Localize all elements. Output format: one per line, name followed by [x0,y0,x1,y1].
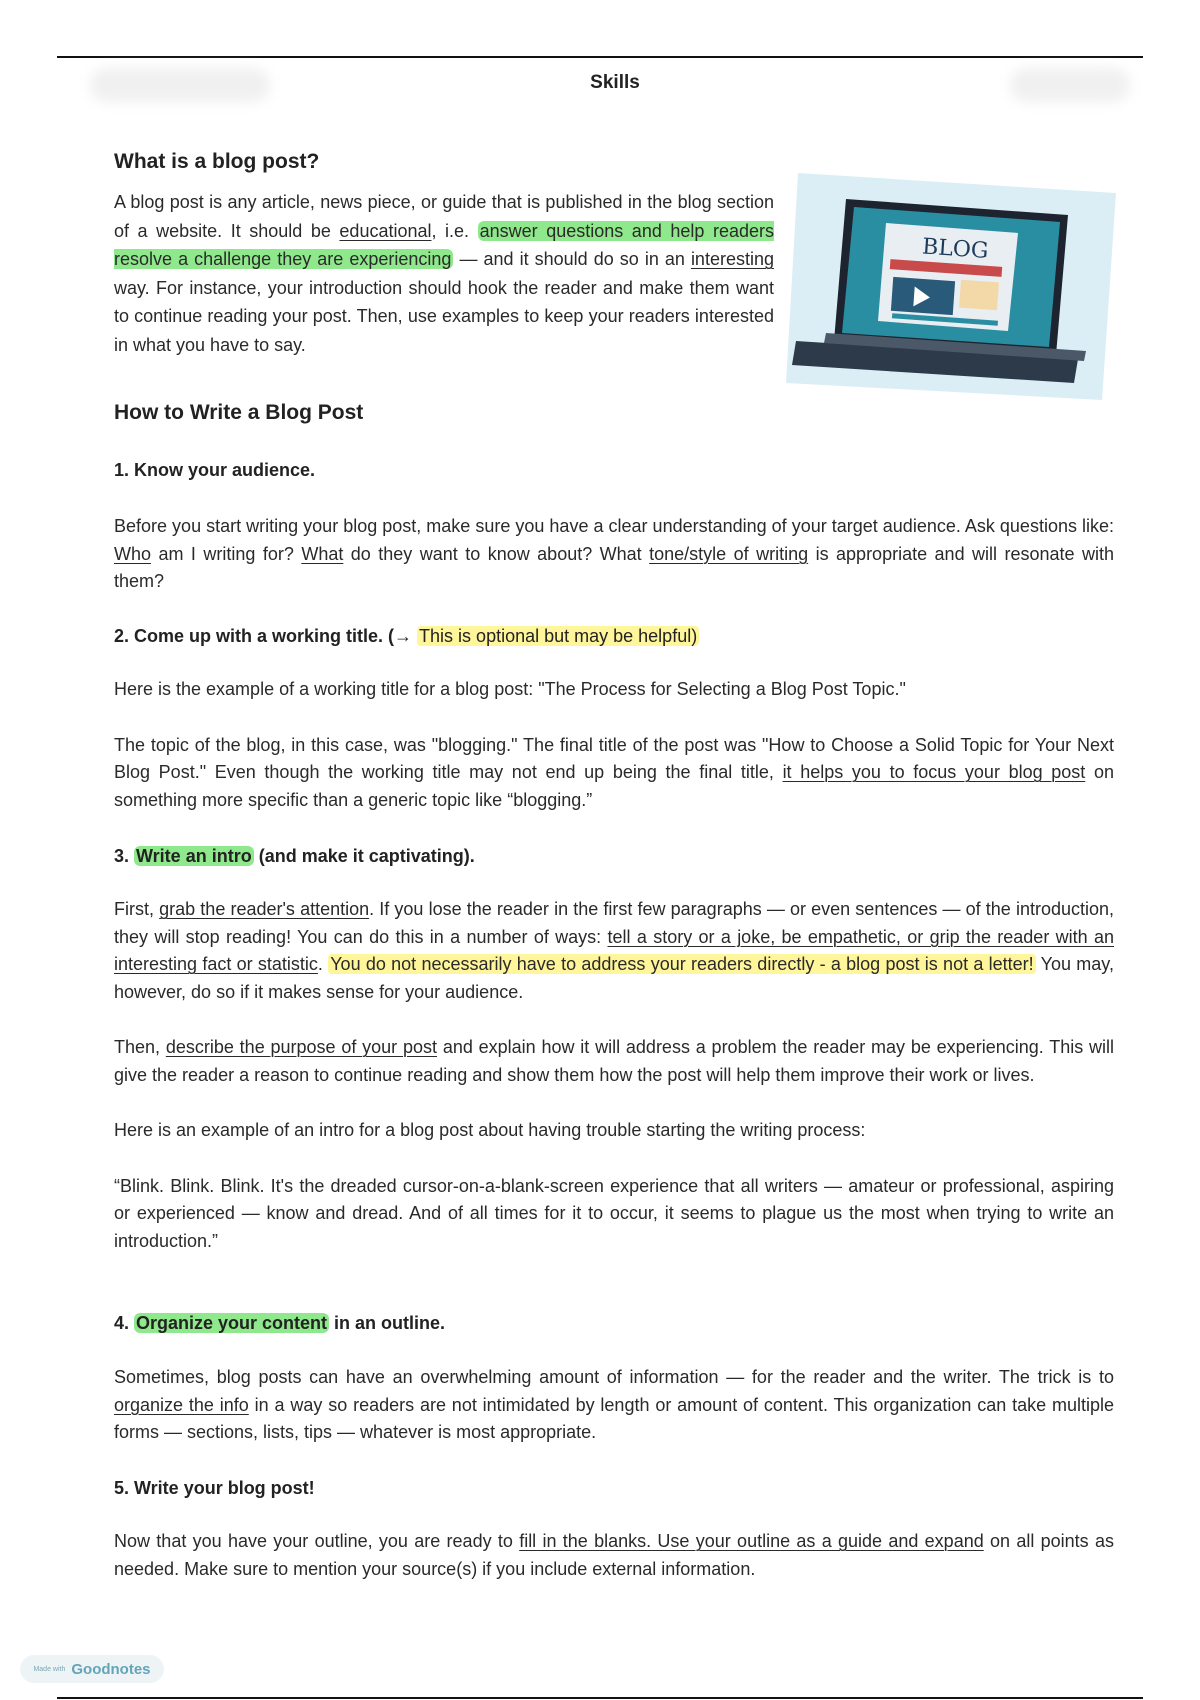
step-1-title: 1. Know your audience. [114,460,316,480]
step-3-paragraph-1: First, grab the reader's attention. If you lose the reader in the first few paragraphs — or even sentences — of the introduction, they will stop reading! You can do this in a number of ways: tell a story or a joke, be empathetic, or grip the reader with an interesting fact or statistic. You do not necessarily have to address your readers directly - a blog post is not a letter! You may, however, do so if it makes sense for your audience. [114,899,1115,1002]
arrow-right-icon: → [394,626,413,646]
blog-screen-label: BLOG [921,234,990,264]
step-2 [114,623,1114,814]
howto-heading: How to Write a Blog Post [114,401,364,424]
optional-note: This is optional but may be helpful) [419,626,698,646]
page-header-title: Skills [590,72,640,93]
step-2-title: 2. Come up with a working title. (→ This is optional but may be helpful) [114,626,698,646]
step-5-title: 5. Write your blog post! [114,1478,315,1498]
step-1 [114,457,1114,596]
step-5 [114,1475,1114,1583]
highlight-answer-questions: answer questions and help readers resolve a challenge they are experiencing [114,220,774,269]
step-3-paragraph-2: Then, describe the purpose of your post and explain how it will address a problem the reader may be experiencing. This will give the reader a reason to continue reading and show them how the post will help them improve their work or lives. [114,1037,1115,1085]
top-rule [57,56,1143,58]
goodnotes-badge: Made with Goodnotes [20,1655,164,1683]
step-4-paragraph: Sometimes, blog posts can have an overwhelming amount of information — for the reader and the writer. The trick is to organize the info in a way so readers are not intimidated by length or amount of content. This organization can take multiple forms — sections, lists, tips — whatever is most appropriate. [114,1367,1115,1442]
step-4-title: 4. Organize your content in an outline. [114,1313,446,1333]
step-3-title: 3. Write an intro (and make it captivating). [114,846,475,866]
intro-heading: What is a blog post? [114,150,320,173]
step-3 [114,843,1114,1255]
step-3-paragraph-3: Here is an example of an intro for a blog post about having trouble starting the writing process: [114,1120,866,1140]
highlight-not-a-letter: You do not necessarily have to address your readers directly - a blog post is not a letter! [330,954,1034,974]
howto-section [114,399,1114,427]
step-1-paragraph: Before you start writing your blog post, make sure you have a clear understanding of your target audience. Ask questions like: Who am I writing for? What do they want to know about? What tone/style of writing is appropriate and will resonate with them? [114,516,1114,591]
step-2-paragraph-2: The topic of the blog, in this case, was "blogging." The final title of the post was "How to Choose a Solid Topic for Your Next Blog Post." Even though the working title may not end up being the final title, it helps you to focus your blog post on something more specific than a generic topic like “blogging.” [114,734,1114,810]
bottom-rule [57,1697,1143,1699]
step-4 [114,1310,1114,1447]
blog-laptop-illustration [786,165,1116,400]
step-2-paragraph-1: Here is the example of a working title for a blog post: "The Process for Selecting a Blog Post Topic." [114,679,906,699]
intro-paragraph: A blog post is any article, news piece, or guide that is published in the blog section of a website. It should be educational, i.e. answer questions and help readers resolve a challenge they are experiencing — and it should do so in an interesting way. For instance, your introduction should hook the reader and make them want to continue reading your post. Then, use examples to keep your readers interested in what you have to say. [114,192,774,355]
step-3-example-quote: “Blink. Blink. Blink. It's the dreaded cursor-on-a-blank-screen experience that all writers — amateur or professional, aspiring or experienced — know and dread. And of all times for it to occur, it seems to plague us the most when trying to write an introduction.” [114,1175,1114,1251]
highlight-write-intro: Write an intro [136,846,252,866]
highlight-organize-content: Organize your content [136,1313,328,1333]
step-5-paragraph: Now that you have your outline, you are ready to fill in the blanks. Use your outline as a guide and expand on all points as needed. Make sure to mention your source(s) if you include external information. [114,1531,1114,1579]
intro-section [114,148,774,359]
